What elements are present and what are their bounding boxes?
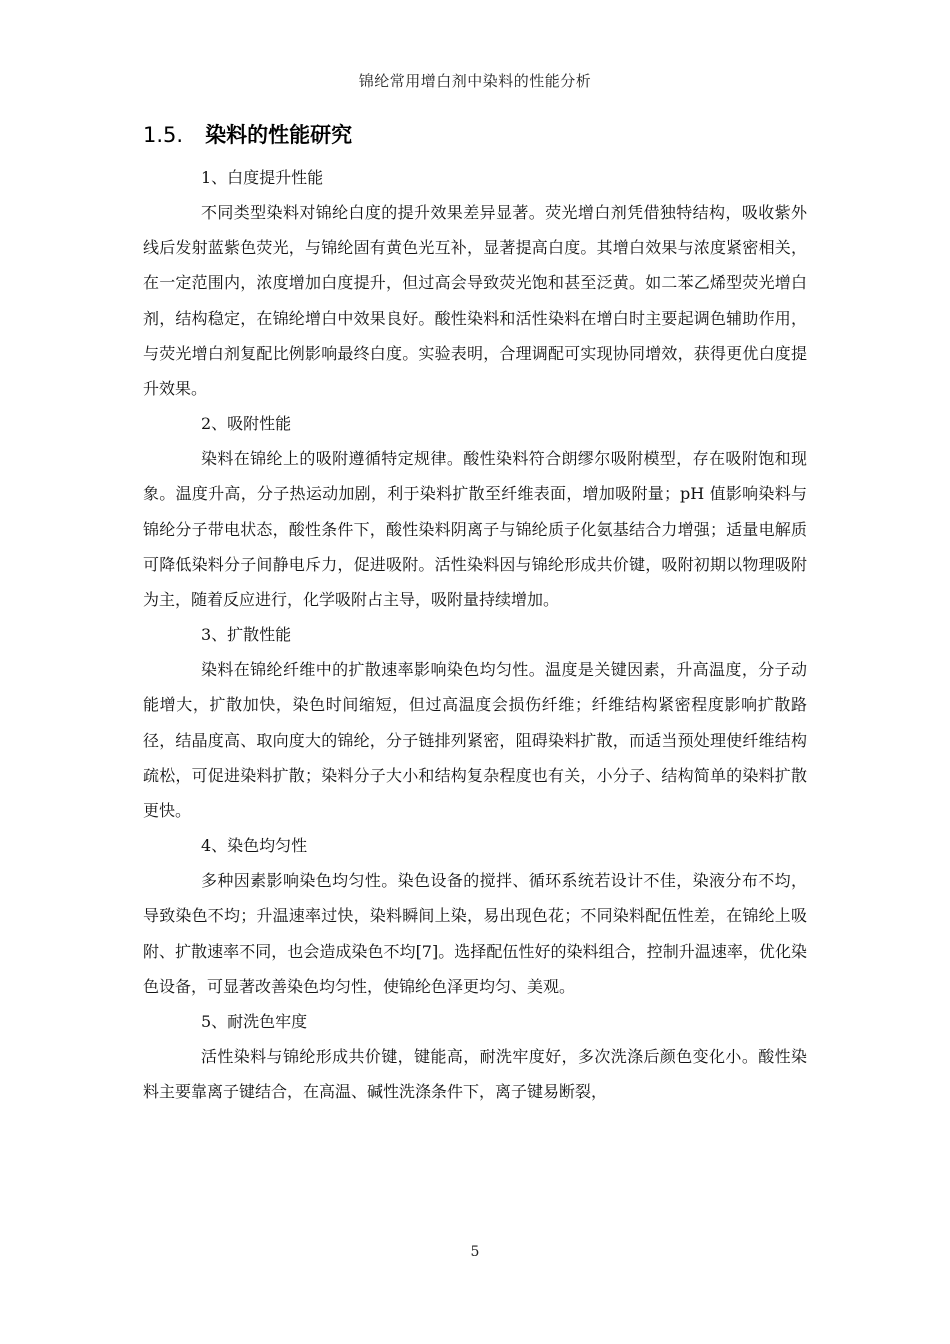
section-title: 染料的性能研究 (205, 123, 353, 147)
paragraph-adsorption: 染料在锦纶上的吸附遵循特定规律。酸性染料符合朗缪尔吸附模型，存在吸附饱和现象。温度升高，分子热运动加剧，利于染料扩散至纤维表面，增加吸附量；pH 值影响染料与锦纶分子带电状态，酸性条件下，酸性染料阴离子与锦纶质子化氨基结合力增强；适量电解质可降低染料分子间静电斥力，促进吸附。活性染料因与锦纶形成共价键，吸附初期以物理吸附为主，随着反应进行，化学吸附占主导，吸附量持续增加。 (143, 449, 807, 610)
subsection-heading-diffusion: 3、扩散性能 (201, 625, 292, 645)
section-number: 1.5. (143, 123, 184, 147)
paragraph-whiteness: 不同类型染料对锦纶白度的提升效果差异显著。荧光增白剂凭借独特结构，吸收紫外线后发射蓝紫色荧光，与锦纶固有黄色光互补，显著提高白度。其增白效果与浓度紧密相关，在一定范围内，浓度增加白度提升，但过高会导致荧光饱和甚至泛黄。如二苯乙烯型荧光增白剂，结构稳定，在锦纶增白中效果良好。酸性染料和活性染料在增白时主要起调色辅助作用，与荧光增白剂复配比例影响最终白度。实验表明，合理调配可实现协同增效，获得更优白度提升效果。 (143, 203, 807, 399)
subsection-heading-wash-fastness: 5、耐洗色牢度 (201, 1012, 308, 1032)
paragraph-wash-fastness: 活性染料与锦纶形成共价键，键能高，耐洗牢度好，多次洗涤后颜色变化小。酸性染料主要靠离子键结合，在高温、碱性洗涤条件下，离子键易断裂， (143, 1047, 807, 1102)
section-heading (143, 118, 807, 152)
subsection-heading-adsorption: 2、吸附性能 (201, 414, 292, 434)
subsection-heading-whiteness: 1、白度提升性能 (201, 168, 324, 187)
page-body (143, 118, 807, 1109)
paragraph-diffusion: 染料在锦纶纤维中的扩散速率影响染色均匀性。温度是关键因素，升高温度，分子动能增大，扩散加快，染色时间缩短，但过高温度会损伤纤维；纤维结构紧密程度影响扩散路径，结晶度高、取向度大的锦纶，分子链排列紧密，阻碍染料扩散，而适当预处理使纤维结构疏松，可促进染料扩散；染料分子大小和结构复杂程度也有关，小分子、结构简单的染料扩散更快。 (143, 660, 807, 821)
page-number: 5 (470, 1244, 480, 1260)
running-header: 锦纶常用增白剂中染料的性能分析 (358, 72, 592, 90)
paragraph-levelness: 多种因素影响染色均匀性。染色设备的搅拌、循环系统若设计不佳，染液分布不均，导致染色不均；升温速率过快，染料瞬间上染，易出现色花；不同染料配伍性差，在锦纶上吸附、扩散速率不同，也会造成染色不均[7]。选择配伍性好的染料组合，控制升温速率，优化染色设备，可显著改善染色均匀性，使锦纶色泽更均匀、美观。 (143, 871, 807, 996)
subsection-heading-levelness: 4、染色均匀性 (201, 836, 308, 856)
